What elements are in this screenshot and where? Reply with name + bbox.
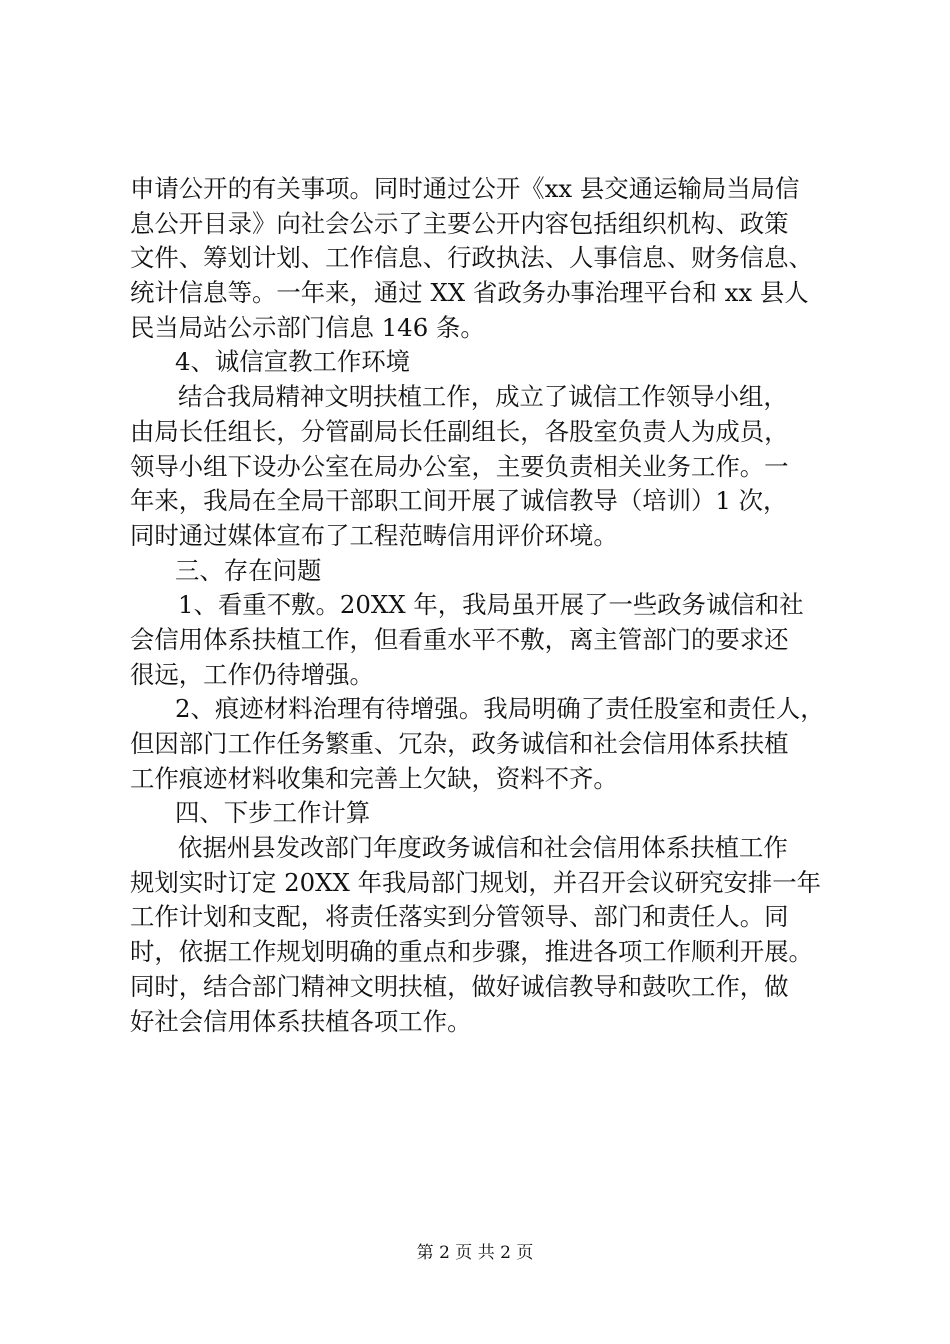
- paragraph-line: 2、痕迹材料治理有待增强。我局明确了责任股室和责任人，: [175, 694, 825, 724]
- paragraph-line: 时，依据工作规划明确的重点和步骤，推进各项工作顺利开展。: [130, 937, 813, 967]
- paragraph-line: 很远，工作仍待增强。: [130, 659, 374, 689]
- section-heading: 4、诚信宣教工作环境: [175, 347, 411, 377]
- paragraph-line: 领导小组下设办公室在局办公室，主要负责相关业务工作。一: [130, 451, 789, 481]
- section-heading: 三、存在问题: [175, 555, 322, 585]
- paragraph-line: 文件、筹划计划、工作信息、行政执法、人事信息、财务信息、: [130, 243, 813, 273]
- paragraph-line: 工作计划和支配，将责任落实到分管领导、部门和责任人。同: [130, 902, 789, 932]
- paragraph-line: 息公开目录》向社会公示了主要公开内容包括组织机构、政策: [130, 208, 789, 238]
- page-number-footer: 第 2 页 共 2 页: [416, 1243, 534, 1263]
- paragraph-line: 申请公开的有关事项。同时通过公开《xx 县交通运输局当局信: [130, 174, 800, 203]
- paragraph-line: 同时，结合部门精神文明扶植，做好诚信教导和鼓吹工作，做: [130, 971, 789, 1001]
- paragraph-line: 规划实时订定 20XX 年我局部门规划，并召开会议研究安排一年: [130, 867, 822, 897]
- paragraph-line: 1、看重不敷。20XX 年，我局虽开展了一些政务诚信和社: [178, 590, 804, 620]
- paragraph-line: 但因部门工作任务繁重、冗杂，政务诚信和社会信用体系扶植: [130, 729, 789, 758]
- paragraph-line: 好社会信用体系扶植各项工作。: [130, 1006, 472, 1036]
- paragraph-line: 会信用体系扶植工作，但看重水平不敷，离主管部门的要求还: [130, 624, 789, 654]
- paragraph-line: 工作痕迹材料收集和完善上欠缺，资料不齐。: [130, 763, 618, 793]
- paragraph-line: 依据州县发改部门年度政务诚信和社会信用体系扶植工作: [178, 833, 788, 863]
- section-heading: 四、下步工作计算: [175, 798, 371, 828]
- paragraph-line: 由局长任组长，分管副局长任副组长，各股室负责人为成员，: [130, 416, 789, 446]
- paragraph-line: 民当局站公示部门信息 146 条。: [130, 312, 485, 342]
- paragraph-line: 年来，我局在全局干部职工间开展了诚信教导（培训）1 次，: [130, 486, 788, 516]
- paragraph-line: 同时通过媒体宣布了工程范畴信用评价环境。: [130, 520, 618, 550]
- paragraph-line: 统计信息等。一年来，通过 XX 省政务办事治理平台和 xx 县人: [130, 278, 809, 308]
- document-body: [130, 172, 830, 1039]
- paragraph-line: 结合我局精神文明扶植工作，成立了诚信工作领导小组，: [178, 382, 788, 412]
